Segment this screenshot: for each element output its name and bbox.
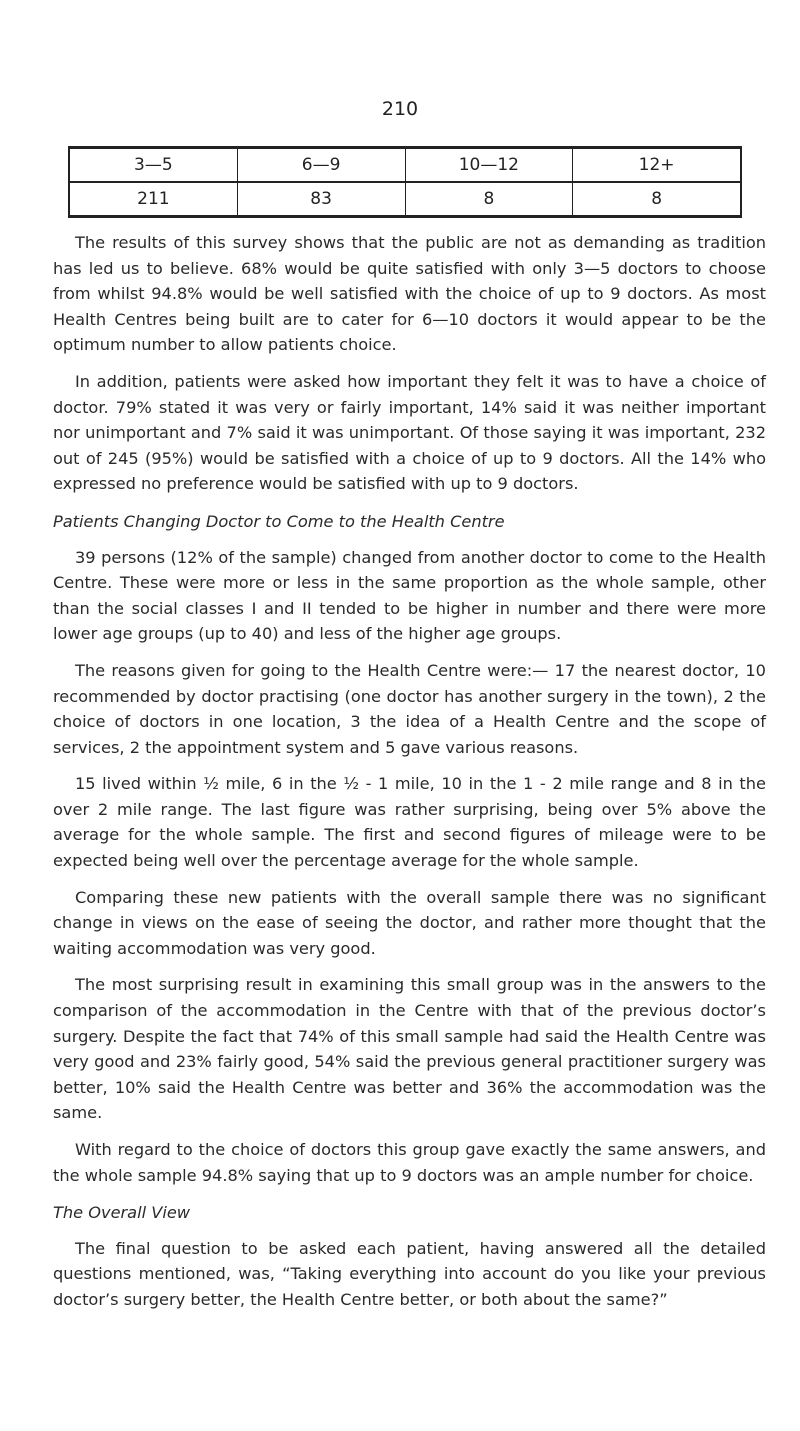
table-header-cell: 6—9 [237,149,405,181]
paragraph: The results of this survey shows that the public are not as demanding as tradition has led us to believe. 68% would be quite satisfied with only 3—5 doctors to choose from whilst 94.8% would be well satisfied with the choice of up to 9 doctors. As most Health Centres being built are to cater for 6—10 doctors it would appear to be the optimum number to allow patients choice. [53,233,766,355]
paragraph: The final question to be asked each patient, having answered all the detailed questions mentioned, was, “Taking everything into account do you like your previous doctor’s surgery better, the Health Centre better, or both about the same?” [53,1238,766,1309]
doctor-choice-table [68,146,742,218]
table-cell: 8 [405,183,573,215]
paragraph: In addition, patients were asked how important they felt it was to have a choice of doctor. 79% stated it was very or fairly important, 14% said it was neither important nor unimportant and 7% said it was unimportant. Of those saying it was important, 232 out of 245 (95%) would be satisfied with a choice of up to 9 doctors. All the 14% who expressed no preference would be satisfied with up to 9 doctors. [53,371,766,494]
section-heading: The Overall View [53,1203,191,1223]
table-header-row [70,149,740,183]
paragraph: Comparing these new patients with the overall sample there was no significant change in views on the ease of seeing the doctor, and rather more thought that the waiting accommodation was very good. [53,887,766,958]
table-cell: 83 [237,183,405,215]
table-row [70,183,740,215]
table-cell: 8 [572,183,740,215]
table-header-cell: 12+ [572,149,740,181]
table-header-cell: 3—5 [134,155,173,175]
paragraph: 39 persons (12% of the sample) changed from another doctor to come to the Health Centre. These were more or less in the same proportion as the whole sample, other than the social classes I and II tended to be higher in number and there were more lower age groups (up to 40) and less of the higher age groups. [53,547,766,644]
body-text [53,230,766,1324]
table-header-cell: 10—12 [405,149,573,181]
paragraph: The reasons given for going to the Health Centre were:— 17 the nearest doctor, 10 recommended by doctor practising (one doctor has another surgery in the town), 2 the choice of doctors in one location, 3 the idea of a Health Centre and the scope of services, 2 the appointment system and 5 gave various reasons. [53,660,766,757]
page-number: 210 [381,98,419,120]
section-heading: Patients Changing Doctor to Come to the Health Centre [53,511,505,531]
table-cell: 211 [137,189,170,209]
paragraph: 15 lived within ½ mile, 6 in the ½ - 1 mile, 10 in the 1 - 2 mile range and 8 in the over 2 mile range. The last figure was rather surprising, being over 5% above the average for the whole sample. The first and second figures of mileage were to be expected being well over the percentage average for the whole sample. [53,774,766,871]
paragraph: The most surprising result in examining this small group was in the answers to the comparison of the accommodation in the Centre with that of the previous doctor’s surgery. Despite the fact that 74% of this small sample had said the Health Centre was very good and 23% fairly good, 54% said the previous general practitioner surgery was better, 10% said the Health Centre was better and 36% the accommodation was the same. [53,975,766,1123]
paragraph: With regard to the choice of doctors this group gave exactly the same answers, and the whole sample 94.8% saying that up to 9 doctors was an ample number for choice. [53,1140,766,1185]
